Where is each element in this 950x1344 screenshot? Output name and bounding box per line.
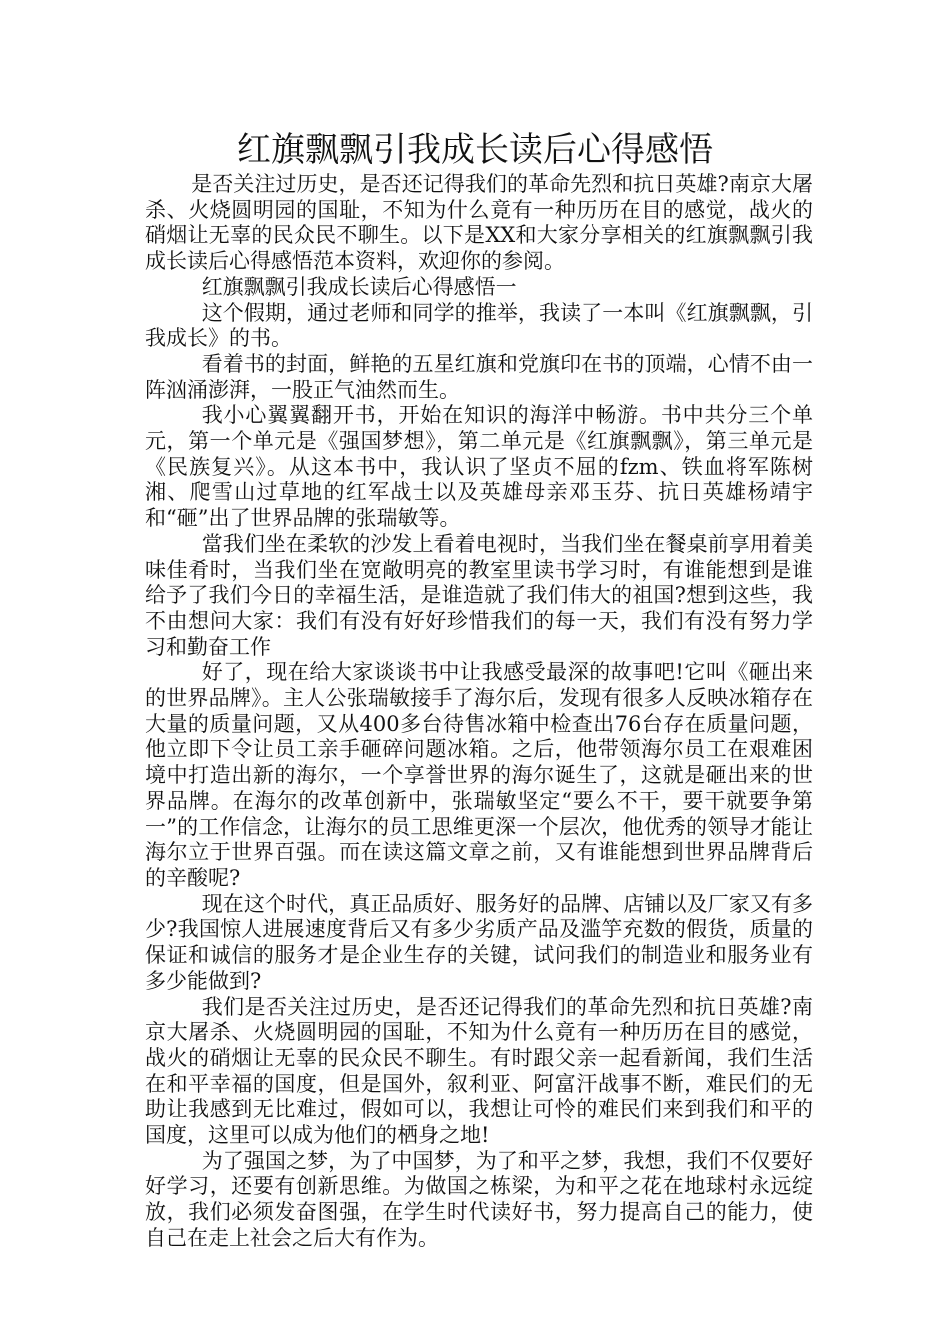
- paragraph: 我小心翼翼翻开书，开始在知识的海洋中畅游。书中共分三个单元，第一个单元是《强国梦想》，第二单元是《红旗飘飘》，第三单元是《民族复兴》。从这本书中，我认识了坚贞不屈的fzm、铁血将军陈树湘、爬雪山过草地的红军战士以及英雄母亲邓玉芬、抗日英雄杨靖宇和“砸”出了世界品牌的张瑞敏等。: [145, 403, 813, 531]
- paragraph: 看着书的封面，鲜艳的五星红旗和党旗印在书的顶端，心情不由一阵汹涌澎湃，一股正气油然而生。: [145, 351, 813, 402]
- paragraph: 现在这个时代，真正品质好、服务好的品牌、店铺以及厂家又有多少?我国惊人进展速度背后又有多少劣质产品及滥竽充数的假货，质量的保证和诚信的服务才是企业生存的关键，试问我们的制造业和服务业有多少能做到?: [145, 891, 813, 993]
- paragraph: 當我们坐在柔软的沙发上看着电视时，当我们坐在餐桌前享用着美味佳肴时，当我们坐在宽敞明亮的教室里读书学习时，有谁能想到是谁给予了我们今日的幸福生活，是谁造就了我们伟大的祖国?想到这些，我不由想问大家：我们有没有好好珍惜我们的每一天，我们有没有努力学习和勤奋工作: [145, 531, 813, 659]
- paragraph-intro: 是否关注过历史，是否还记得我们的革命先烈和抗日英雄?南京大屠杀、火烧圆明园的国耻，不知为什么竟有一种历历在目的感觉，战火的硝烟让无辜的民众民不聊生。以下是XX和大家分享相关的红旗飘飘引我成长读后心得感悟范本资料，欢迎你的参阅。: [145, 172, 813, 274]
- section-heading: 红旗飘飘引我成长读后心得感悟一: [201, 274, 517, 299]
- paragraph: 好了，现在给大家谈谈书中让我感受最深的故事吧!它叫《砸出来的世界品牌》。主人公张瑞敏接手了海尔后，发现有很多人反映冰箱存在大量的质量问题，又从400多台待售冰箱中检查出76台存在质量问题，他立即下令让员工亲手砸碎问题冰箱。之后，他带领海尔员工在艰难困境中打造出新的海尔，一个享誉世界的海尔诞生了，这就是砸出来的世界品牌。在海尔的改革创新中，张瑞敏坚定“要么不干，要干就要争第一”的工作信念，让海尔的员工思维更深一个层次，他优秀的领导才能让海尔立于世界百强。而在读这篇文章之前，又有谁能想到世界品牌背后的辛酸呢?: [145, 660, 813, 890]
- document-title: 红旗飘飘引我成长读后心得感悟: [237, 130, 713, 170]
- paragraph: 我们是否关注过历史，是否还记得我们的革命先烈和抗日英雄?南京大屠杀、火烧圆明园的国耻，不知为什么竟有一种历历在目的感觉，战火的硝烟让无辜的民众民不聊生。有时跟父亲一起看新闻，我们生活在和平幸福的国度，但是国外，叙利亚、阿富汗战事不断，难民们的无助让我感到无比难过，假如可以，我想让可怜的难民们来到我们和平的国度，这里可以成为他们的栖身之地!: [145, 994, 813, 1148]
- document-body: [145, 172, 813, 1252]
- paragraph: 这个假期，通过老师和同学的推举，我读了一本叫《红旗飘飘，引我成长》的书。: [145, 300, 813, 351]
- paragraph: 为了强国之梦，为了中国梦，为了和平之梦，我想，我们不仅要好好学习，还要有创新思维。为做国之栋梁，为和平之花在地球村永远绽放，我们必须发奋图强，在学生时代读好书，努力提高自己的能力，使自己在走上社会之后大有作为。: [145, 1148, 813, 1250]
